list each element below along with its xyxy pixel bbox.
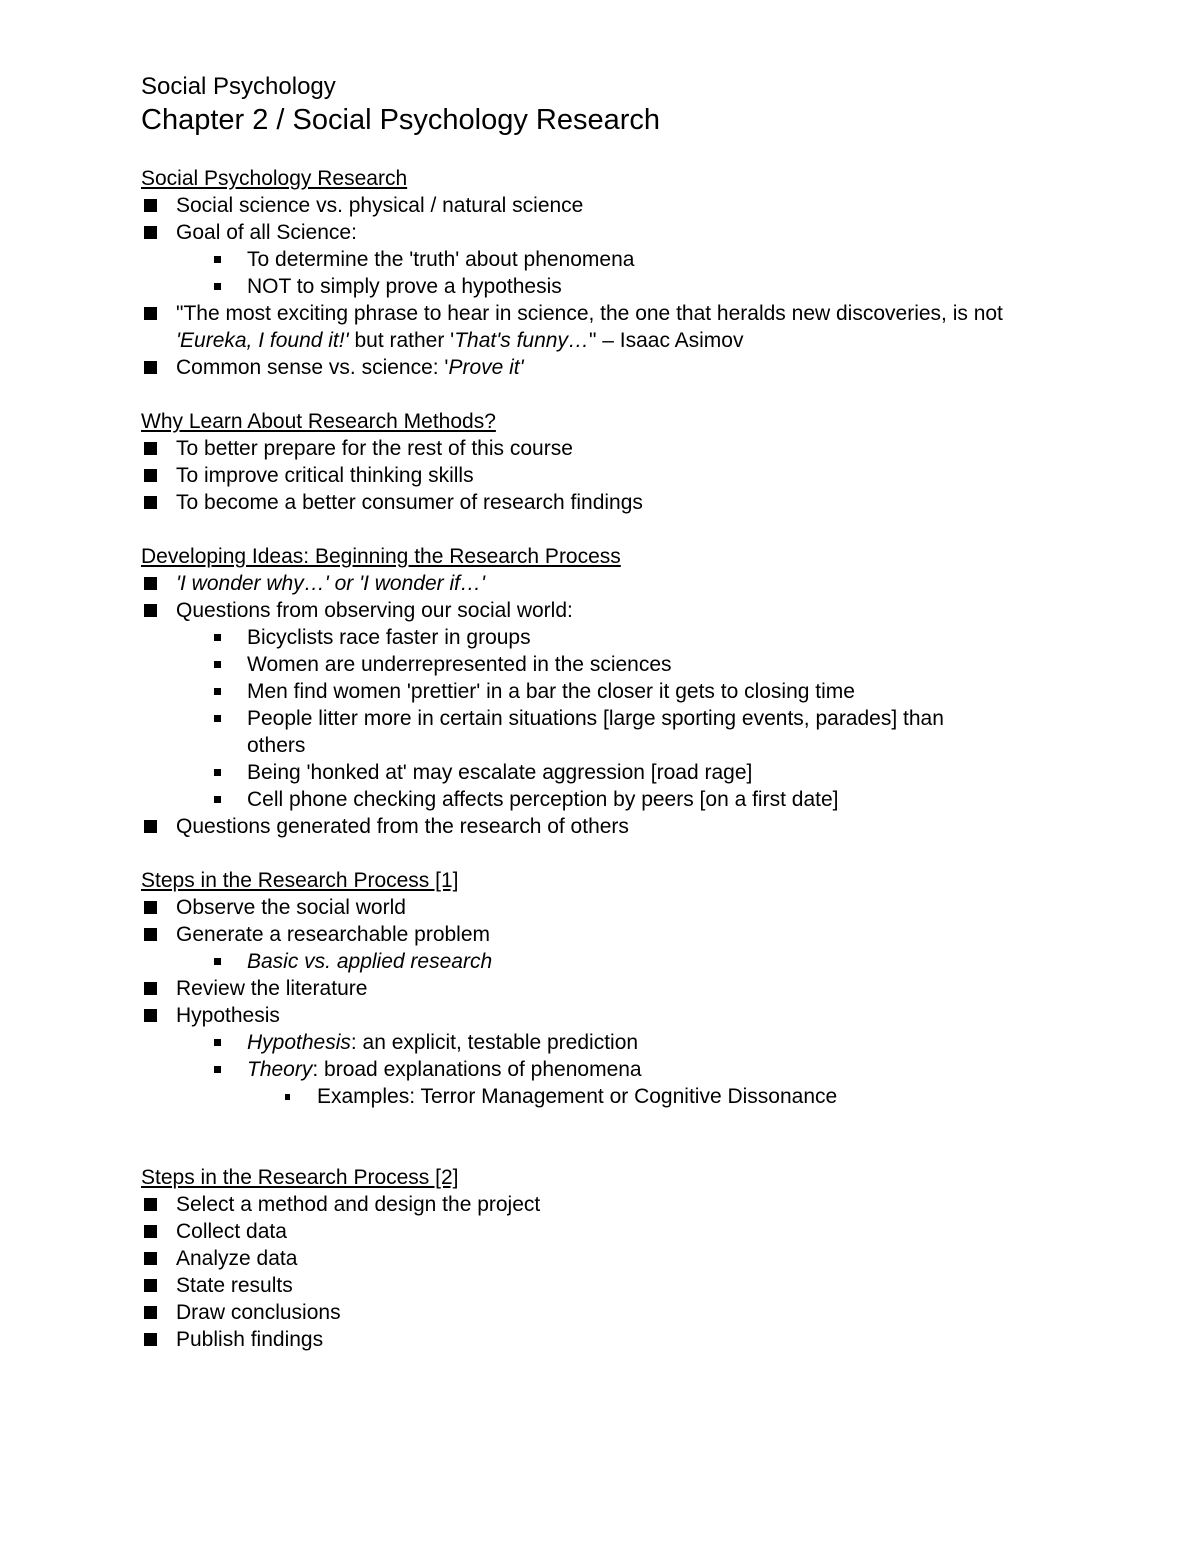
chapter-title: Chapter 2 / Social Psychology Research	[141, 104, 661, 136]
square-bullet-icon	[144, 442, 157, 455]
list-item: Generate a researchable problem	[141, 921, 1061, 948]
square-bullet-icon	[144, 1279, 157, 1292]
list-item: Common sense vs. science: 'Prove it'	[141, 354, 1061, 381]
list-item: To become a better consumer of research findings	[141, 489, 1061, 516]
section-heading: Developing Ideas: Beginning the Research Process	[141, 545, 621, 568]
square-bullet-icon	[144, 1252, 157, 1265]
sub-list-item: Cell phone checking affects perception by peers [on a first date]	[141, 786, 1061, 813]
square-bullet-icon	[144, 496, 157, 509]
course-title: Social Psychology	[141, 73, 336, 100]
section-heading: Steps in the Research Process [2]	[141, 1166, 459, 1189]
square-bullet-icon	[144, 1198, 157, 1211]
section-why-learn	[141, 408, 1061, 516]
section-heading: Steps in the Research Process [1]	[141, 869, 459, 892]
small-square-bullet-icon	[214, 769, 221, 776]
sub-list-item: Theory: broad explanations of phenomena	[141, 1056, 1061, 1083]
small-square-bullet-icon	[214, 256, 221, 263]
tiny-square-bullet-icon	[285, 1094, 290, 1100]
small-square-bullet-icon	[214, 283, 221, 290]
list-item: Publish findings	[141, 1326, 1061, 1353]
sub-list-item: Basic vs. applied research	[141, 948, 1061, 975]
list-item: Hypothesis	[141, 1002, 1061, 1029]
square-bullet-icon	[144, 226, 157, 239]
small-square-bullet-icon	[214, 1066, 221, 1073]
small-square-bullet-icon	[214, 688, 221, 695]
small-square-bullet-icon	[214, 1039, 221, 1046]
square-bullet-icon	[144, 901, 157, 914]
section-research	[141, 165, 1061, 381]
square-bullet-icon	[144, 982, 157, 995]
small-square-bullet-icon	[214, 796, 221, 803]
square-bullet-icon	[144, 1009, 157, 1022]
list-item: Questions from observing our social world:	[141, 597, 1061, 624]
square-bullet-icon	[144, 604, 157, 617]
list-item: State results	[141, 1272, 1061, 1299]
list-item: Questions generated from the research of others	[141, 813, 1061, 840]
sub-sub-list-item: Examples: Terror Management or Cognitive Dissonance	[141, 1083, 1061, 1110]
square-bullet-icon	[144, 307, 157, 320]
list-item: Social science vs. physical / natural science	[141, 192, 1061, 219]
list-item: Collect data	[141, 1218, 1061, 1245]
list-item: Analyze data	[141, 1245, 1061, 1272]
list-item: Goal of all Science:	[141, 219, 1061, 246]
square-bullet-icon	[144, 1333, 157, 1346]
list-item: Observe the social world	[141, 894, 1061, 921]
square-bullet-icon	[144, 199, 157, 212]
small-square-bullet-icon	[214, 715, 221, 722]
section-steps-2	[141, 1164, 1061, 1353]
document-page	[141, 72, 1061, 1380]
sub-list-item: People litter more in certain situations [large sporting events, parades] than others	[141, 705, 1007, 759]
section-steps-1	[141, 867, 1061, 1110]
sub-list-item: Bicyclists race faster in groups	[141, 624, 1061, 651]
section-heading: Why Learn About Research Methods?	[141, 410, 496, 433]
sub-list-item: To determine the 'truth' about phenomena	[141, 246, 1061, 273]
square-bullet-icon	[144, 469, 157, 482]
list-item: 'I wonder why…' or 'I wonder if…'	[141, 570, 1061, 597]
list-item: Review the literature	[141, 975, 1061, 1002]
square-bullet-icon	[144, 577, 157, 590]
square-bullet-icon	[144, 1225, 157, 1238]
sub-list-item: NOT to simply prove a hypothesis	[141, 273, 1061, 300]
section-heading: Social Psychology Research	[141, 167, 408, 190]
square-bullet-icon	[144, 1306, 157, 1319]
asimov-quote: "The most exciting phrase to hear in science, the one that heralds new discoveries, is not 'Eureka, I found it!' but rather 'That's funny…" – Isaac Asimov	[141, 300, 1061, 354]
list-item: To improve critical thinking skills	[141, 462, 1061, 489]
section-developing-ideas	[141, 543, 1061, 840]
list-item: Select a method and design the project	[141, 1191, 1061, 1218]
small-square-bullet-icon	[214, 661, 221, 668]
sub-list-item: Being 'honked at' may escalate aggression [road rage]	[141, 759, 1061, 786]
square-bullet-icon	[144, 820, 157, 833]
small-square-bullet-icon	[214, 958, 221, 965]
sub-list-item: Hypothesis: an explicit, testable prediction	[141, 1029, 1061, 1056]
square-bullet-icon	[144, 928, 157, 941]
sub-list-item: Men find women 'prettier' in a bar the closer it gets to closing time	[141, 678, 1061, 705]
small-square-bullet-icon	[214, 634, 221, 641]
list-item: Draw conclusions	[141, 1299, 1061, 1326]
sub-list-item: Women are underrepresented in the sciences	[141, 651, 1061, 678]
list-item: To better prepare for the rest of this course	[141, 435, 1061, 462]
square-bullet-icon	[144, 361, 157, 374]
